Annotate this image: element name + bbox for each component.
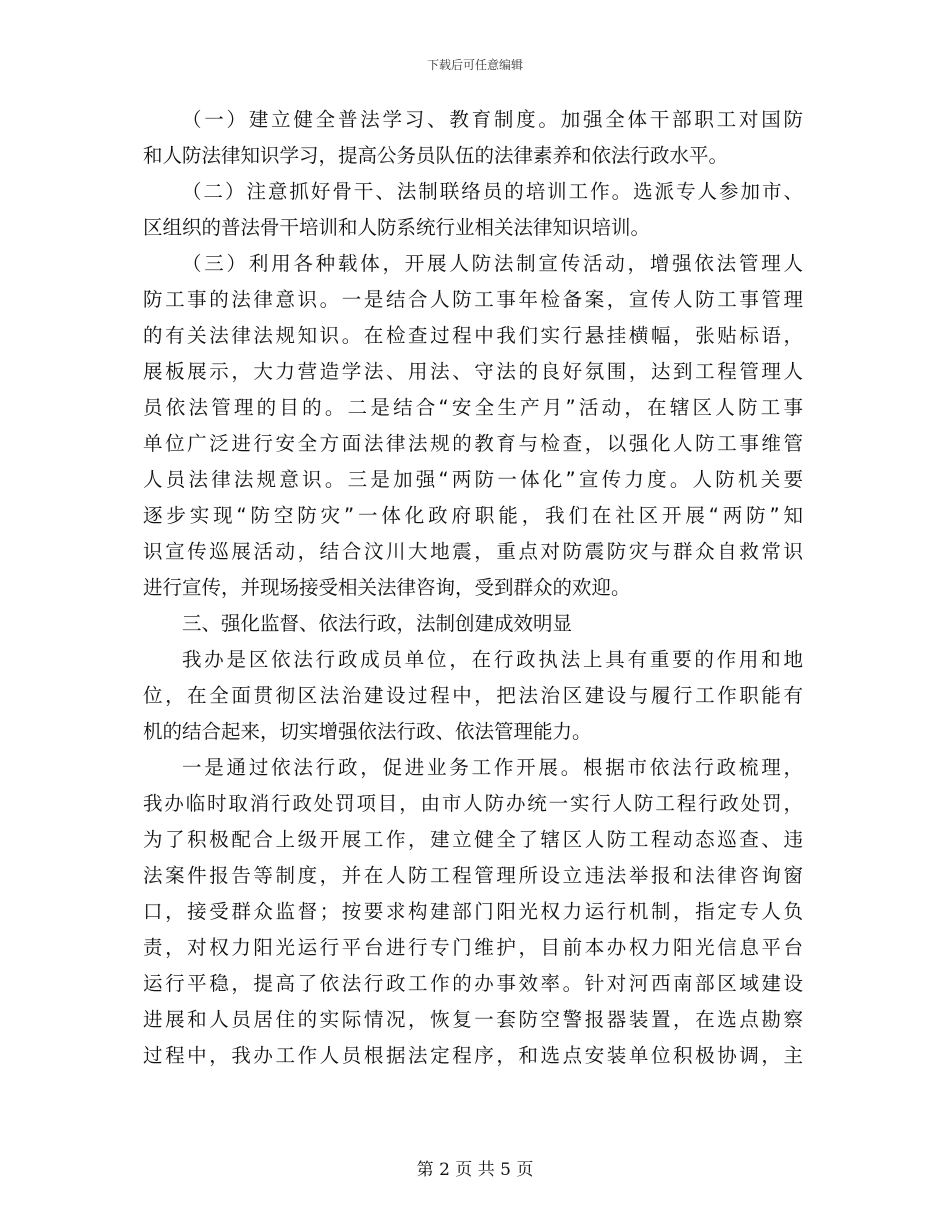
text-line: 我办临时取消行政处罚项目，由市人防办统一实行人防工程行政处罚， bbox=[143, 792, 803, 815]
text-line: 展板展示，大力营造学法、用法、守法的良好氛围，达到工程管理人 bbox=[143, 360, 803, 383]
text-line: 过程中，我办工作人员根据法定程序，和选点安装单位积极协调，主 bbox=[143, 1044, 803, 1067]
text-line: 逐步实现“防空防灾”一体化政府职能，我们在社区开展“两防”知 bbox=[143, 504, 803, 527]
text-line: 机的结合起来，切实增强依法行政、依法管理能力。 bbox=[143, 720, 592, 743]
text-line: 防工事的法律意识。一是结合人防工事年检备案，宣传人防工事管理 bbox=[143, 288, 803, 311]
text-line: 进行宣传，并现场接受相关法律咨询，受到群众的欢迎。 bbox=[143, 576, 631, 599]
text-line: 责，对权力阳光运行平台进行专门维护，目前本办权力阳光信息平台 bbox=[143, 936, 803, 959]
text-line: （三）利用各种载体，开展人防法制宣传活动，增强依法管理人 bbox=[182, 252, 803, 275]
text-line: 为了积极配合上级开展工作，建立健全了辖区人防工程动态巡查、违 bbox=[143, 828, 803, 851]
text-line: 的有关法律法规知识。在检查过程中我们实行悬挂横幅，张贴标语， bbox=[143, 324, 803, 347]
text-line: 一是通过依法行政，促进业务工作开展。根据市依法行政梳理， bbox=[182, 756, 803, 779]
text-line: 我办是区依法行政成员单位，在行政执法上具有重要的作用和地 bbox=[182, 648, 803, 671]
text-line: 区组织的普法骨干培训和人防系统行业相关法律知识培训。 bbox=[143, 216, 651, 239]
text-line: 识宣传巡展活动，结合汶川大地震，重点对防震防灾与群众自救常识 bbox=[143, 540, 803, 563]
text-line: 口，接受群众监督；按要求构建部门阳光权力运行机制，指定专人负 bbox=[143, 900, 803, 923]
text-line: 人员法律法规意识。三是加强“两防一体化”宣传力度。人防机关要 bbox=[143, 468, 803, 491]
text-line: 员依法管理的目的。二是结合“安全生产月”活动，在辖区人防工事 bbox=[143, 396, 803, 419]
text-line: （二）注意抓好骨干、法制联络员的培训工作。选派专人参加市、 bbox=[182, 180, 803, 203]
text-line: 法案件报告等制度，并在人防工程管理所设立违法举报和法律咨询窗 bbox=[143, 864, 803, 887]
text-line: 进展和人员居住的实际情况，恢复一套防空警报器装置，在选点勘察 bbox=[143, 1008, 803, 1031]
document-body bbox=[143, 102, 803, 1074]
text-line: 运行平稳，提高了依法行政工作的办事效率。针对河西南部区域建设 bbox=[143, 972, 803, 995]
text-line: 单位广泛进行安全方面法律法规的教育与检查，以强化人防工事维管 bbox=[143, 432, 803, 455]
page-header: 下载后可任意编辑 bbox=[426, 58, 523, 72]
text-line: （一）建立健全普法学习、教育制度。加强全体干部职工对国防 bbox=[182, 108, 803, 131]
text-line: 和人防法律知识学习，提高公务员队伍的法律素养和依法行政水平。 bbox=[143, 144, 729, 167]
text-line: 三、强化监督、依法行政，法制创建成效明显 bbox=[182, 612, 573, 635]
page-number: 第 2 页 共 5 页 bbox=[416, 1160, 534, 1180]
text-line: 位，在全面贯彻区法治建设过程中，把法治区建设与履行工作职能有 bbox=[143, 684, 803, 707]
